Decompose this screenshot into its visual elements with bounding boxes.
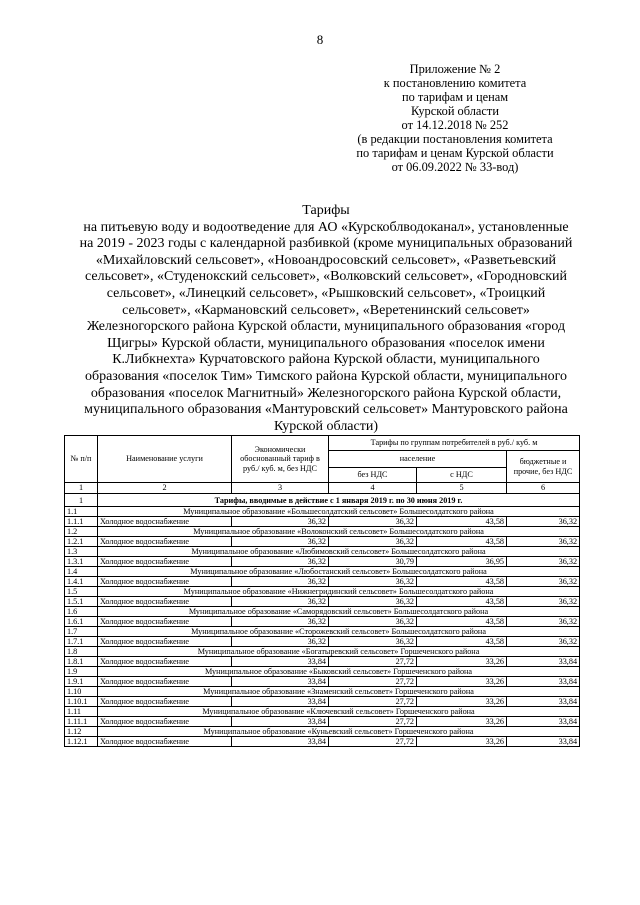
row-num: 1.4.1 bbox=[65, 577, 98, 587]
service-name: Холодное водоснабжение bbox=[98, 557, 232, 567]
budget-no-vat: 36,32 bbox=[507, 637, 580, 647]
municipality-row bbox=[65, 527, 580, 537]
table-row bbox=[65, 517, 580, 527]
title-line: муниципального образования «Мантуровский сельсовет» Мантуровского района bbox=[84, 402, 568, 418]
row-num: 1.2.1 bbox=[65, 537, 98, 547]
appendix-header bbox=[330, 62, 580, 174]
municipality-name: Муниципальное образование «Нижнегридинский сельсовет» Большесолдатского района bbox=[98, 587, 580, 597]
appendix-line: от 14.12.2018 № 252 bbox=[401, 118, 509, 132]
population-with-vat: 36,95 bbox=[417, 557, 507, 567]
budget-no-vat: 33,84 bbox=[507, 657, 580, 667]
section-row bbox=[65, 494, 580, 507]
row-num: 1.3.1 bbox=[65, 557, 98, 567]
municipality-row bbox=[65, 567, 580, 577]
header-service: Наименование услуги bbox=[98, 436, 232, 483]
appendix-line: по тарифам и ценам bbox=[401, 90, 509, 104]
economic-tariff: 33,84 bbox=[232, 697, 329, 707]
municipality-name: Муниципальное образование «Большесолдатский сельсовет» Большесолдатского района bbox=[98, 507, 580, 517]
municipality-name: Муниципальное образование «Любостанский сельсовет» Большесолдатского района bbox=[98, 567, 580, 577]
population-no-vat: 27,72 bbox=[329, 657, 417, 667]
appendix-line: Приложение № 2 bbox=[409, 62, 501, 76]
service-name: Холодное водоснабжение bbox=[98, 537, 232, 547]
row-num: 1.6 bbox=[65, 607, 98, 617]
title-line: на питьевую воду и водоотведение для АО «Курскоблводоканал», установленные bbox=[83, 219, 569, 235]
appendix-line: Курской области bbox=[411, 104, 499, 118]
section-title: Тарифы, вводимые в действие с 1 января 2019 г. по 30 июня 2019 г. bbox=[98, 494, 580, 507]
economic-tariff: 36,32 bbox=[232, 517, 329, 527]
population-no-vat: 36,32 bbox=[329, 537, 417, 547]
population-with-vat: 33,26 bbox=[417, 737, 507, 747]
population-no-vat: 36,32 bbox=[329, 577, 417, 587]
municipality-name: Муниципальное образование «Куньевский сельсовет» Горшеченского района bbox=[98, 727, 580, 737]
population-with-vat: 33,26 bbox=[417, 717, 507, 727]
municipality-row bbox=[65, 727, 580, 737]
service-name: Холодное водоснабжение bbox=[98, 617, 232, 627]
appendix-line: к постановлению комитета bbox=[383, 76, 527, 90]
appendix-line: (в редакции постановления комитета bbox=[357, 132, 553, 146]
service-name: Холодное водоснабжение bbox=[98, 677, 232, 687]
title-line: сельсовет», «Кармановский сельсовет», «Веретенинский сельсовет» bbox=[122, 302, 530, 318]
row-num: 1.8.1 bbox=[65, 657, 98, 667]
title-line: Курской области) bbox=[273, 418, 379, 434]
municipality-name: Муниципальное образование «Богатыревский сельсовет» Горшеченского района bbox=[98, 647, 580, 657]
population-no-vat: 30,79 bbox=[329, 557, 417, 567]
header-with-vat: с НДС bbox=[417, 468, 507, 483]
row-num: 1.6.1 bbox=[65, 617, 98, 627]
title-line: К.Либкнехта» Курчатовского района Курской области, муниципального bbox=[112, 352, 540, 368]
municipality-row bbox=[65, 607, 580, 617]
appendix-line: от 06.09.2022 № 33-вод) bbox=[391, 160, 519, 174]
budget-no-vat: 36,32 bbox=[507, 557, 580, 567]
service-name: Холодное водоснабжение bbox=[98, 737, 232, 747]
title-line: «Михайловский сельсовет», «Новоандросовский сельсовет», «Разветьевский bbox=[95, 252, 557, 268]
row-num: 1.8 bbox=[65, 647, 98, 657]
tariff-table bbox=[64, 435, 580, 747]
population-with-vat: 43,58 bbox=[417, 537, 507, 547]
municipality-name: Муниципальное образование «Ключевский сельсовет» Горшеченского района bbox=[98, 707, 580, 717]
service-name: Холодное водоснабжение bbox=[98, 657, 232, 667]
table-row bbox=[65, 597, 580, 607]
table-row bbox=[65, 537, 580, 547]
economic-tariff: 33,84 bbox=[232, 737, 329, 747]
service-name: Холодное водоснабжение bbox=[98, 637, 232, 647]
budget-no-vat: 33,84 bbox=[507, 737, 580, 747]
row-num: 1.7 bbox=[65, 627, 98, 637]
economic-tariff: 33,84 bbox=[232, 717, 329, 727]
service-name: Холодное водоснабжение bbox=[98, 517, 232, 527]
population-with-vat: 33,26 bbox=[417, 657, 507, 667]
row-num: 1.11.1 bbox=[65, 717, 98, 727]
population-with-vat: 43,58 bbox=[417, 597, 507, 607]
economic-tariff: 36,32 bbox=[232, 577, 329, 587]
col-number: 2 bbox=[98, 483, 232, 494]
table-row bbox=[65, 717, 580, 727]
service-name: Холодное водоснабжение bbox=[98, 717, 232, 727]
appendix-line: по тарифам и ценам Курской области bbox=[356, 146, 554, 160]
population-with-vat: 33,26 bbox=[417, 697, 507, 707]
row-num: 1.5 bbox=[65, 587, 98, 597]
row-num: 1.12 bbox=[65, 727, 98, 737]
budget-no-vat: 36,32 bbox=[507, 537, 580, 547]
municipality-row bbox=[65, 707, 580, 717]
economic-tariff: 33,84 bbox=[232, 677, 329, 687]
row-num: 1.10.1 bbox=[65, 697, 98, 707]
municipality-row bbox=[65, 507, 580, 517]
population-with-vat: 43,58 bbox=[417, 617, 507, 627]
col-number: 4 bbox=[329, 483, 417, 494]
economic-tariff: 33,84 bbox=[232, 657, 329, 667]
municipality-row bbox=[65, 647, 580, 657]
population-no-vat: 27,72 bbox=[329, 677, 417, 687]
budget-no-vat: 36,32 bbox=[507, 517, 580, 527]
municipality-name: Муниципальное образование «Любимовский сельсовет» Большесолдатского района bbox=[98, 547, 580, 557]
municipality-name: Муниципальное образование «Знаменский сельсовет» Горшеченского района bbox=[98, 687, 580, 697]
page-number: 8 bbox=[316, 32, 324, 47]
municipality-row bbox=[65, 547, 580, 557]
municipality-row bbox=[65, 587, 580, 597]
table-row bbox=[65, 577, 580, 587]
budget-no-vat: 36,32 bbox=[507, 577, 580, 587]
row-num: 1.1.1 bbox=[65, 517, 98, 527]
row-num: 1.11 bbox=[65, 707, 98, 717]
economic-tariff: 36,32 bbox=[232, 637, 329, 647]
economic-tariff: 36,32 bbox=[232, 597, 329, 607]
table-row bbox=[65, 637, 580, 647]
header-population: население bbox=[329, 451, 507, 468]
budget-no-vat: 33,84 bbox=[507, 697, 580, 707]
title-line: образования «поселок Магнитный» Железногорского района Курской области, bbox=[90, 385, 562, 401]
municipality-row bbox=[65, 627, 580, 637]
population-no-vat: 36,32 bbox=[329, 517, 417, 527]
header-economic-tariff: Экономически обоснованный тариф в руб./ куб. м, без НДС bbox=[232, 436, 329, 483]
document-title bbox=[48, 203, 604, 435]
row-num: 1.12.1 bbox=[65, 737, 98, 747]
header-consumer-groups: Тарифы по группам потребителей в руб./ куб. м bbox=[329, 436, 580, 451]
table-row bbox=[65, 697, 580, 707]
row-num: 1.10 bbox=[65, 687, 98, 697]
population-with-vat: 43,58 bbox=[417, 577, 507, 587]
header-no-vat: без НДС bbox=[329, 468, 417, 483]
economic-tariff: 36,32 bbox=[232, 557, 329, 567]
title-word: Тарифы bbox=[302, 203, 350, 218]
budget-no-vat: 36,32 bbox=[507, 617, 580, 627]
col-number: 5 bbox=[417, 483, 507, 494]
row-num: 1.1 bbox=[65, 507, 98, 517]
row-num: 1.9.1 bbox=[65, 677, 98, 687]
row-num: 1.4 bbox=[65, 567, 98, 577]
table-row bbox=[65, 557, 580, 567]
table-row bbox=[65, 657, 580, 667]
municipality-name: Муниципальное образование «Волоконский сельсовет» Большесолдатского района bbox=[98, 527, 580, 537]
table-row bbox=[65, 677, 580, 687]
municipality-name: Муниципальное образование «Быковский сельсовет» Горшеченского района bbox=[98, 667, 580, 677]
title-line: образования «поселок Тим» Тимского района Курской области, муниципального bbox=[84, 368, 568, 384]
population-no-vat: 27,72 bbox=[329, 717, 417, 727]
row-num: 1.3 bbox=[65, 547, 98, 557]
population-with-vat: 43,58 bbox=[417, 637, 507, 647]
table-row bbox=[65, 737, 580, 747]
service-name: Холодное водоснабжение bbox=[98, 577, 232, 587]
col-number: 1 bbox=[65, 483, 98, 494]
header-budget: бюджетные и прочие, без НДС bbox=[507, 451, 580, 483]
municipality-name: Муниципальное образование «Сторожевский сельсовет» Большесолдатского района bbox=[98, 627, 580, 637]
title-line: сельсовет», «Студенокский сельсовет», «Волковский сельсовет», «Городновский bbox=[85, 269, 567, 285]
budget-no-vat: 36,32 bbox=[507, 597, 580, 607]
service-name: Холодное водоснабжение bbox=[98, 597, 232, 607]
population-no-vat: 27,72 bbox=[329, 737, 417, 747]
service-name: Холодное водоснабжение bbox=[98, 697, 232, 707]
header-num: № п/п bbox=[65, 436, 98, 483]
section-num: 1 bbox=[65, 494, 98, 507]
economic-tariff: 36,32 bbox=[232, 537, 329, 547]
row-num: 1.5.1 bbox=[65, 597, 98, 607]
title-line: сельсовет», «Линецкий сельсовет», «Рышковский сельсовет», «Троицкий bbox=[106, 285, 546, 301]
budget-no-vat: 33,84 bbox=[507, 717, 580, 727]
col-number: 3 bbox=[232, 483, 329, 494]
table-row bbox=[65, 617, 580, 627]
municipality-row bbox=[65, 667, 580, 677]
population-no-vat: 36,32 bbox=[329, 597, 417, 607]
row-num: 1.7.1 bbox=[65, 637, 98, 647]
budget-no-vat: 33,84 bbox=[507, 677, 580, 687]
population-with-vat: 33,26 bbox=[417, 677, 507, 687]
municipality-name: Муниципальное образование «Саморядовский сельсовет» Большесолдатского района bbox=[98, 607, 580, 617]
population-with-vat: 43,58 bbox=[417, 517, 507, 527]
population-no-vat: 36,32 bbox=[329, 617, 417, 627]
economic-tariff: 36,32 bbox=[232, 617, 329, 627]
col-number: 6 bbox=[507, 483, 580, 494]
title-line: Железногорского района Курской области, муниципального образования «город bbox=[86, 319, 566, 335]
population-no-vat: 27,72 bbox=[329, 697, 417, 707]
row-num: 1.9 bbox=[65, 667, 98, 677]
row-num: 1.2 bbox=[65, 527, 98, 537]
title-line: Щигры» Курской области, муниципального образования «поселок имени bbox=[107, 335, 545, 351]
title-line: на 2019 - 2023 годы с календарной разбивкой (кроме муниципальных образований bbox=[79, 236, 573, 252]
population-no-vat: 36,32 bbox=[329, 637, 417, 647]
municipality-row bbox=[65, 687, 580, 697]
